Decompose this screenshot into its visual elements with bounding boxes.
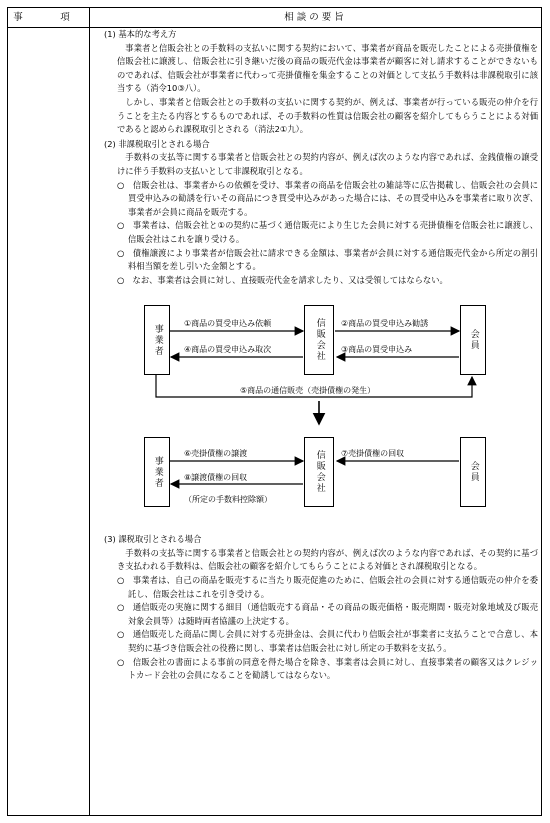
section-2-bullet: ○ 事業者は、信販会社と①の契約に基づく通信販売により生じた会員に対する売掛債権を信販会社に譲渡し、信販会社はこれを譲り受ける。 [117, 220, 538, 244]
business-operator-box-top: 事業者 [144, 305, 170, 375]
header-matter: 事 項 [8, 8, 90, 27]
section-3-bullet: ○ 事業者は、自己の商品を販売するに当たり販売促進のために、信販会社の会員に対する通信販売の仲介を委託し、信販会社はこれを引き受ける。 [117, 575, 538, 599]
credit-company-box-bottom: 信販会社 [304, 437, 334, 507]
arrow-label-4: ④商品の買受申込み取次 [184, 345, 272, 355]
arrow-label-5: ⑤商品の通信販売（売掛債権の発生） [240, 386, 376, 396]
section-2-heading: (2) 非課税取引とされる場合 [104, 138, 210, 149]
arrow-label-1: ①商品の買受申込み依頼 [184, 319, 272, 329]
section-1-paragraph: 事業者と信販会社との手数料の支払いに関する契約において、事業者が商品を販売したことによる売掛債権を信販会社に譲渡し、信販会社に引き継いだ後の商品の販売代金は事業者が顧客に対し請求することができないものであれば、信販会社が事業者に代わって売掛債権を集金することの対価として支払う手数料は非課税取引に該当する（消令10③八）。 [117, 42, 538, 94]
section-3-bullet: ○ 通信販売した商品に関し会員に対する売掛金は、会員に代わり信販会社が事業者に支払うことで合意し、本契約に基づき信販会社の役務に関し、事業者は信販会社に対し所定の手数料を支払う。 [117, 629, 538, 654]
section-2-bullet: ○ 信販会社は、事業者からの依頼を受け、事業者の商品を信販会社の雑誌等に広告掲載し、信販会社の会員に買受申込みの勧誘を行いその商品につき買受申込みがあった場合には、その買受申込みを事業者に取り次ぎ、事業者が会員に商品を販売する。 [117, 179, 538, 217]
arrow-label-6: ⑥売掛債権の譲渡 [184, 449, 248, 459]
section-2-bullet: ○ 債権譲渡により事業者が信販会社に請求できる金額は、事業者が会員に対する通信販売代金から所定の割引料相当額を差し引いた金額とする。 [117, 247, 538, 272]
member-box-top: 会員 [460, 305, 486, 375]
column-divider [89, 27, 90, 816]
member-box-bottom: 会員 [460, 437, 486, 507]
section-1-heading: (1) 基本的な考え方 [104, 29, 177, 39]
table-header [8, 8, 541, 28]
section-1-paragraph: しかし、事業者と信販会社との手数料の支払いに関する契約が、例えば、事業者が行っている販売の仲介を行うことを主たる内容とするものであれば、その手数料の性質は信販会社の顧客を紹介してもらうことによる対価であると認められ課税取引とされる（消法2①九）。 [117, 96, 538, 135]
fee-deduction-note: （所定の手数料控除額） [184, 495, 272, 505]
arrow-label-7: ⑦売掛債権の回収 [341, 449, 405, 459]
arrow-label-8: ⑧譲渡債権の回収 [184, 473, 248, 483]
header-summary: 相談の要旨 [284, 12, 347, 23]
section-2-intro: 手数料の支払等に関する事業者と信販会社との契約内容が、例えば次のような内容であれば、金銭債権の譲受けに伴う手数料の支払いとして非課税取引となる。 [117, 152, 538, 176]
section-3-bullet: ○ 通信販売の実施に関する細目（通信販売する商品・その商品の販売価格・販売期間・販売対象地域及び販売対象会員等）は随時両者協議の上決定する。 [117, 602, 538, 626]
section-2-bullet: ○ なお、事業者は会員に対し、直接販売代金を請求したり、又は受領してはならない。 [117, 274, 448, 285]
credit-company-box-top: 信販会社 [304, 305, 334, 375]
arrow-label-2: ②商品の買受申込み勧誘 [341, 319, 429, 329]
consultation-body [104, 28, 538, 683]
transaction-flow-diagram [104, 297, 538, 533]
business-operator-box-bottom: 事業者 [144, 437, 170, 507]
section-3-heading: (3) 課税取引とされる場合 [104, 534, 202, 545]
section-3-bullet: ○ 信販会社の書面による事前の同意を得た場合を除き、事業者は会員に対し、直接事業者の顧客又はクレジットカード会社の会員になることを勧誘してはならない。 [117, 656, 538, 681]
section-3-intro: 手数料の支払等に関する事業者と信販会社との契約内容が、例えば次のような内容であれば、その契約に基づき支払われる手数料は、信販会社の顧客を紹介してもらうことによる対価とされ課税取引となる。 [117, 547, 538, 572]
arrow-label-3: ③商品の買受申込み [341, 345, 413, 355]
